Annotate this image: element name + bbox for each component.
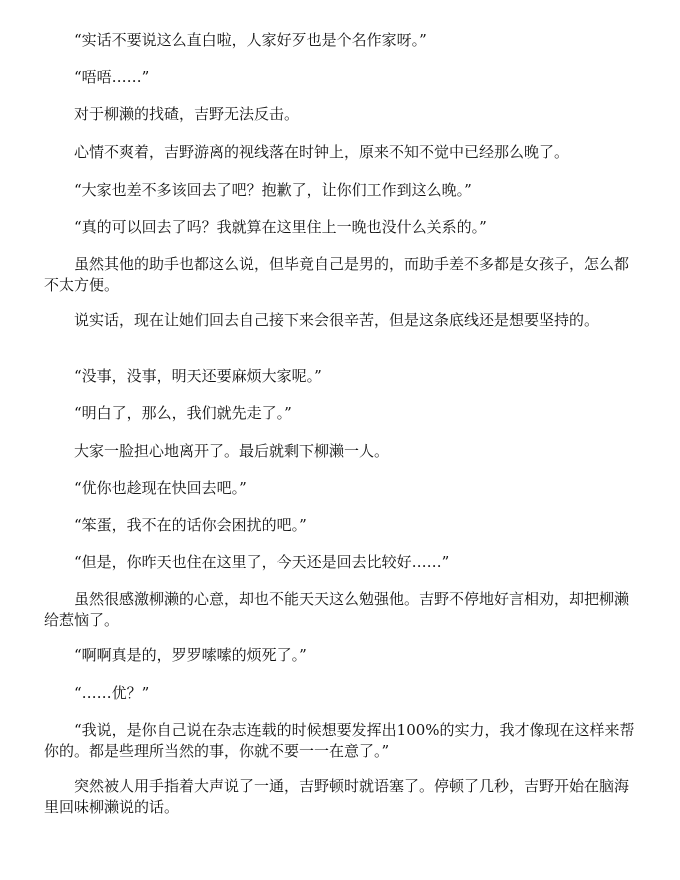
paragraph-17: “……优？” <box>74 684 150 702</box>
paragraph-9: “没事，没事，明天还要麻烦大家呢。” <box>74 367 322 385</box>
paragraph-18: “我说，是你自己说在杂志连载的时候想要发挥出100%的实力，我才像现在这样来帮你的。都是些理所当然的事，你就不要一一在意了。” <box>44 721 635 760</box>
paragraph-4: 心情不爽着，吉野游离的视线落在时钟上，原来不知不觉中已经那么晚了。 <box>74 143 570 161</box>
paragraph-11: 大家一脸担心地离开了。最后就剩下柳濑一人。 <box>74 442 390 460</box>
paragraph-12: “优你也趁现在快回去吧。” <box>74 479 247 497</box>
paragraph-1: “实话不要说这么直白啦，人家好歹也是个名作家呀。” <box>74 31 427 49</box>
paragraph-7: 虽然其他的助手也都这么说，但毕竟自己是男的，而助手差不多都是女孩子，怎么都不太方便。 <box>44 255 630 294</box>
paragraph-14: “但是，你昨天也住在这里了，今天还是回去比较好……” <box>74 553 450 571</box>
paragraph-19: 突然被人用手指着大声说了一通，吉野顿时就语塞了。停顿了几秒，吉野开始在脑海里回味柳濑说的话。 <box>44 777 630 816</box>
paragraph-16: “啊啊真是的，罗罗嗦嗦的烦死了。” <box>74 646 307 664</box>
paragraph-15: 虽然很感激柳濑的心意，却也不能天天这么勉强他。吉野不停地好言相劝，却把柳濑给惹恼了。 <box>44 590 630 629</box>
paragraph-3: 对于柳濑的找碴，吉野无法反击。 <box>74 105 300 123</box>
paragraph-8: 说实话，现在让她们回去自己接下来会很辛苦，但是这条底线还是想要坚持的。 <box>74 311 600 329</box>
paragraph-5: “大家也差不多该回去了吧？抱歉了，让你们工作到这么晚。” <box>74 181 472 199</box>
paragraph-10: “明白了，那么，我们就先走了。” <box>74 404 292 422</box>
paragraph-2: “唔唔……” <box>74 68 150 86</box>
paragraph-13: “笨蛋，我不在的话你会困扰的吧。” <box>74 516 307 534</box>
paragraph-6: “真的可以回去了吗？我就算在这里住上一晚也没什么关系的。” <box>74 218 487 236</box>
